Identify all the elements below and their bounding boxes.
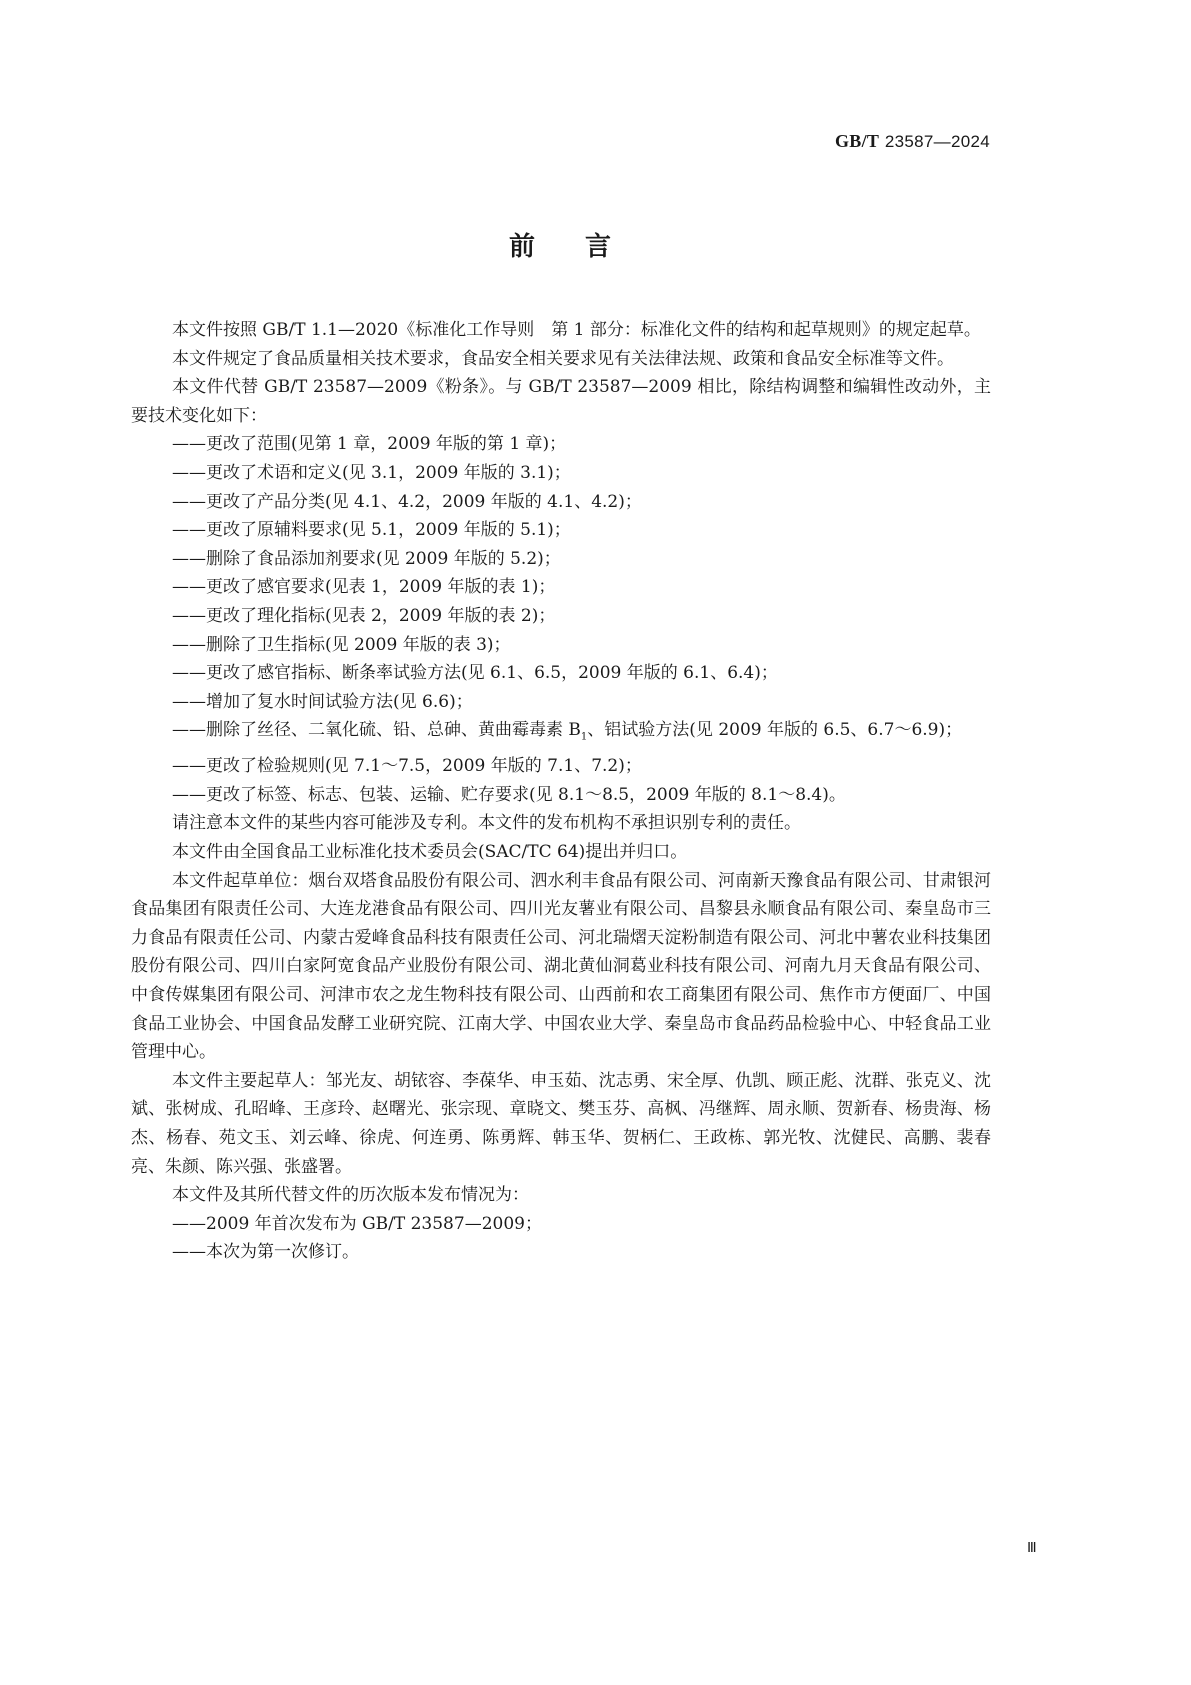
proposer-paragraph: 本文件由全国食品工业标准化技术委员会(SAC/TC 64)提出并归口。 <box>172 842 688 863</box>
replacement-paragraph: 本文件代替 GB/T 23587—2009《粉条》。与 GB/T 23587—2009 相比，除结构调整和编辑性改动外，主要技术变化如下： <box>131 377 991 426</box>
drafting-basis-paragraph: 本文件按照 GB/T 1.1—2020《标准化工作导则 第 1 部分：标准化文件的结构和起草规则》的规定起草。 <box>172 320 981 340</box>
scope-paragraph: 本文件规定了食品质量相关技术要求，食品安全相关要求见有关法律法规、政策和食品安全标准等文件。 <box>172 348 954 369</box>
list-item: ——更改了范围(见第 1 章，2009 年版的第 1 章)； <box>172 434 567 455</box>
list-item: ——更改了感官要求(见表 1，2009 年版的表 1)； <box>172 577 556 598</box>
list-item: ——增加了复水时间试验方法(见 6.6)； <box>172 691 473 712</box>
list-item: ——更改了术语和定义(见 3.1，2009 年版的 3.1)； <box>172 462 571 483</box>
standard-number <box>835 131 990 152</box>
drafters-paragraph: 本文件主要起草人：邹光友、胡铱容、李葆华、申玉茹、沈志勇、宋全厚、仇凯、顾正彪、沈群、张克义、沈斌、张树成、孔昭峰、王彦玲、赵曙光、张宗现、章晓文、樊玉芬、高枫、冯继辉、周永顺、贺新春、杨贵海、杨杰、杨春、苑文玉、刘云峰、徐虎、何连勇、陈勇辉、韩玉华、贺柄仁、王政栋、郭光牧、沈健民、高鹏、裴春亮、朱颜、陈兴强、张盛署。 <box>131 1070 991 1177</box>
standard-prefix: GB/T <box>834 131 880 151</box>
list-item: ——更改了标签、标志、包装、运输、贮存要求(见 8.1～8.5，2009 年版的 8.1～8.4)。 <box>172 784 846 805</box>
list-item: ——删除了食品添加剂要求(见 2009 年版的 5.2)； <box>172 548 561 569</box>
list-item: ——更改了检验规则(见 7.1～7.5，2009 年版的 7.1、7.2)； <box>172 756 642 777</box>
list-item: ——本次为第一次修订。 <box>172 1242 359 1263</box>
list-item-text: ——删除了丝径、二氧化硫、铅、总砷、黄曲霉毒素 B <box>172 720 581 741</box>
title-char-2: 言 <box>585 232 612 262</box>
list-item <box>131 716 991 752</box>
page-title <box>0 226 1120 263</box>
foreword-body <box>131 316 991 1267</box>
drafting-units-paragraph: 本文件起草单位：烟台双塔食品股份有限公司、泗水利丰食品有限公司、河南新天豫食品有限公司、甘肃银河食品集团有限责任公司、大连龙港食品有限公司、四川光友薯业有限公司、昌黎县永顺食品有限公司、秦皇岛市三力食品有限责任公司、内蒙古爱峰食品科技有限责任公司、河北瑞熠天淀粉制造有限公司、河北中薯农业科技集团股份有限公司、四川白家阿宽食品产业股份有限公司、湖北黄仙洞葛业科技有限公司、河南九月天食品有限公司、中食传媒集团有限公司、河津市农之龙生物科技有限公司、山西前和农工商集团有限公司、焦作市方便面厂、中国食品工业协会、中国食品发酵工业研究院、江南大学、中国农业大学、秦皇岛市食品药品检验中心、中轻食品工业管理中心。 <box>131 870 991 1063</box>
list-item: ——删除了卫生指标(见 2009 年版的表 3)； <box>172 634 511 655</box>
list-item: ——更改了原辅料要求(见 5.1，2009 年版的 5.1)； <box>172 520 571 541</box>
list-item: ——更改了产品分类(见 4.1、4.2，2009 年版的 4.1、4.2)； <box>172 491 642 512</box>
history-intro: 本文件及其所代替文件的历次版本发布情况为： <box>172 1185 529 1206</box>
list-item: ——2009 年首次发布为 GB/T 23587—2009； <box>172 1213 542 1234</box>
list-item: ——更改了理化指标(见表 2，2009 年版的表 2)； <box>172 605 556 626</box>
page-number: Ⅲ <box>1027 1541 1037 1556</box>
subscript: 1 <box>580 731 588 743</box>
changes-list <box>131 430 991 809</box>
list-item: ——更改了感官指标、断条率试验方法(见 6.1、6.5，2009 年版的 6.1、6.4)； <box>172 663 778 684</box>
standard-code: 23587—2024 <box>884 132 990 151</box>
patent-notice: 请注意本文件的某些内容可能涉及专利。本文件的发布机构不承担识别专利的责任。 <box>172 813 801 834</box>
list-item-tail: 、铝试验方法(见 2009 年版的 6.5、6.7～6.9)； <box>587 720 963 741</box>
title-char-1: 前 <box>508 232 535 262</box>
